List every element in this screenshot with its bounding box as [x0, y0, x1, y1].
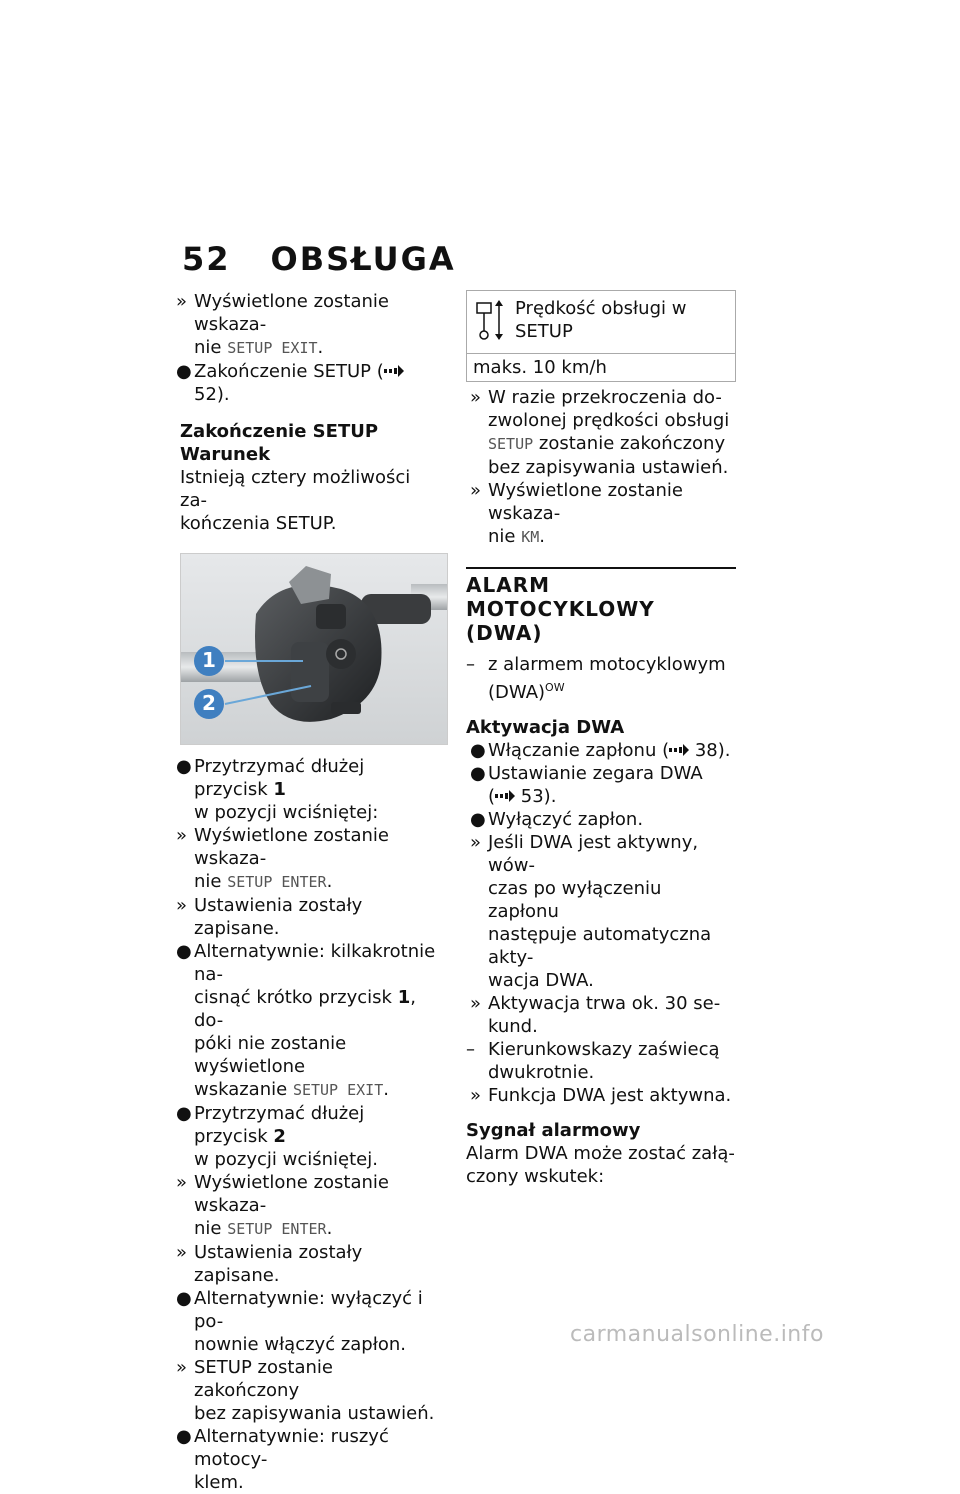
result-item: » Wyświetlone zostanie wskaza- nie SETUP ENTER. [176, 825, 389, 892]
result-item: » Jeśli DWA jest aktywny, wów- czas po wyłączeniu zapłonu następuje automatyczna akty- wacja DWA. [470, 832, 712, 991]
result-item: » Ustawienia zostały zapisane. [176, 895, 363, 939]
option-item: – Kierunkowskazy zaświecą dwukrotnie. [466, 1039, 720, 1083]
section-heading-end-setup: Zakończenie SETUP [180, 421, 379, 442]
option-item: – z alarmem motocyklowym (DWA)$^{OW}$ [466, 654, 726, 703]
subheading-alarm-signal: Sygnał alarmowy [466, 1120, 641, 1141]
result-marker: » [176, 895, 188, 916]
watermark: carmanualsonline.info [570, 1322, 824, 1347]
page-ref-arrow-icon [384, 365, 404, 377]
section-divider [466, 567, 736, 569]
option-code: OW [545, 681, 565, 694]
result-marker: » [176, 1172, 188, 1193]
result-item: » Ustawienia zostały zapisane. [176, 1242, 363, 1286]
result-marker: » [176, 1357, 188, 1378]
spec-header [467, 291, 735, 354]
page-ref[interactable]: 53 [520, 786, 544, 807]
condition-text: Istnieją cztery możliwości za- [180, 467, 411, 511]
page-ref[interactable]: 38 [694, 740, 718, 761]
bullet: ● [470, 809, 486, 830]
result-item: » Wyświetlone zostanie wskaza- nie SETUP ENTER. [176, 1172, 389, 1239]
display-code: SETUP ENTER [227, 873, 327, 891]
result-marker: » [470, 832, 482, 853]
handlebar-illustration [181, 554, 447, 744]
bullet: ● [176, 1426, 192, 1447]
page-title: OBSŁUGA [270, 240, 456, 278]
section-heading-alarm: ALARM MOTOCYKLOWY (DWA) [466, 573, 655, 645]
step-item: ● Wyłączyć zapłon. [470, 809, 644, 830]
display-code: SETUP ENTER [227, 1220, 327, 1238]
result-marker: » [176, 1242, 188, 1263]
result-item: » W razie przekroczenia do- zwolonej prędkości obsługi SETUP zostanie zakończony bez zapisywania ustawień. [470, 387, 730, 478]
dash-marker: – [466, 654, 475, 675]
spec-title: Prędkość obsługi w [515, 298, 687, 319]
page-header [182, 240, 456, 278]
result-item: » SETUP zostanie zakończony bez zapisywania ustawień. [176, 1357, 435, 1424]
speed-gauge-icon [473, 297, 507, 343]
result-marker: » [470, 480, 482, 501]
step-item: ● Włączanie zapłonu ( 38). [470, 740, 731, 761]
body-text: czony wskutek: [466, 1166, 605, 1187]
bullet: ● [176, 756, 192, 777]
spec-title: SETUP [515, 321, 573, 342]
figure-label-1: 1 [202, 648, 216, 672]
spec-value: maks. 10 km/h [473, 357, 607, 378]
result-item: » Wyświetlone zostanie wskaza- nie KM. [470, 480, 683, 547]
result-marker: » [176, 291, 188, 312]
handlebar-switch-figure [180, 553, 448, 745]
step-item: ● Alternatywnie: ruszyć motocy- klem. [176, 1426, 389, 1493]
result-item: » Aktywacja trwa ok. 30 se- kund. [470, 993, 721, 1037]
left-column [172, 290, 442, 1494]
step-item: ● Alternatywnie: kilkakrotnie na- cisnąć krótko przycisk 1, do- póki nie zostanie wyświetlone wskazanie SETUP EXIT. [176, 941, 436, 1100]
spec-box [466, 290, 736, 382]
bullet: ● [470, 763, 486, 784]
result-item: » Wyświetlone zostanie wskaza- nie SETUP EXIT. [176, 291, 389, 358]
result-item: » Funkcja DWA jest aktywna. [470, 1085, 732, 1106]
page-ref-arrow-icon [495, 790, 515, 802]
subheading-condition: Warunek [180, 444, 271, 465]
bullet: ● [470, 740, 486, 761]
step-item: ● Alternatywnie: wyłączyć i po- nownie włączyć zapłon. [176, 1288, 423, 1355]
result-marker: » [470, 387, 482, 408]
subheading-activation: Aktywacja DWA [466, 717, 625, 738]
bullet: ● [176, 941, 192, 962]
condition-text: kończenia SETUP. [180, 513, 337, 534]
result-marker: » [176, 825, 188, 846]
display-code: KM [521, 528, 540, 546]
bullet: ● [176, 1288, 192, 1309]
step-item: ● Przytrzymać dłużej przycisk 1 w pozycji wciśniętej: [176, 756, 379, 823]
step-item: ● Przytrzymać dłużej przycisk 2 w pozycji wciśniętej. [176, 1103, 378, 1170]
right-column [466, 290, 736, 1188]
display-code: SETUP [488, 435, 534, 453]
page-number: 52 [182, 240, 231, 278]
page-ref-arrow-icon [669, 744, 689, 756]
result-marker: » [470, 993, 482, 1014]
display-code: SETUP EXIT [227, 339, 318, 357]
figure-label-2: 2 [202, 691, 216, 715]
step-item: ● Ustawianie zegara DWA ( 53). [470, 763, 703, 807]
body-text: Alarm DWA może zostać załą- [466, 1143, 735, 1164]
dash-marker: – [466, 1039, 475, 1060]
bullet: ● [176, 1103, 192, 1124]
result-marker: » [470, 1085, 482, 1106]
display-code: SETUP EXIT [292, 1081, 384, 1099]
bullet: ● [176, 361, 192, 382]
step-item: ● Zakończenie SETUP ( 52). [172, 360, 442, 406]
page-ref[interactable]: 52 [194, 384, 217, 405]
